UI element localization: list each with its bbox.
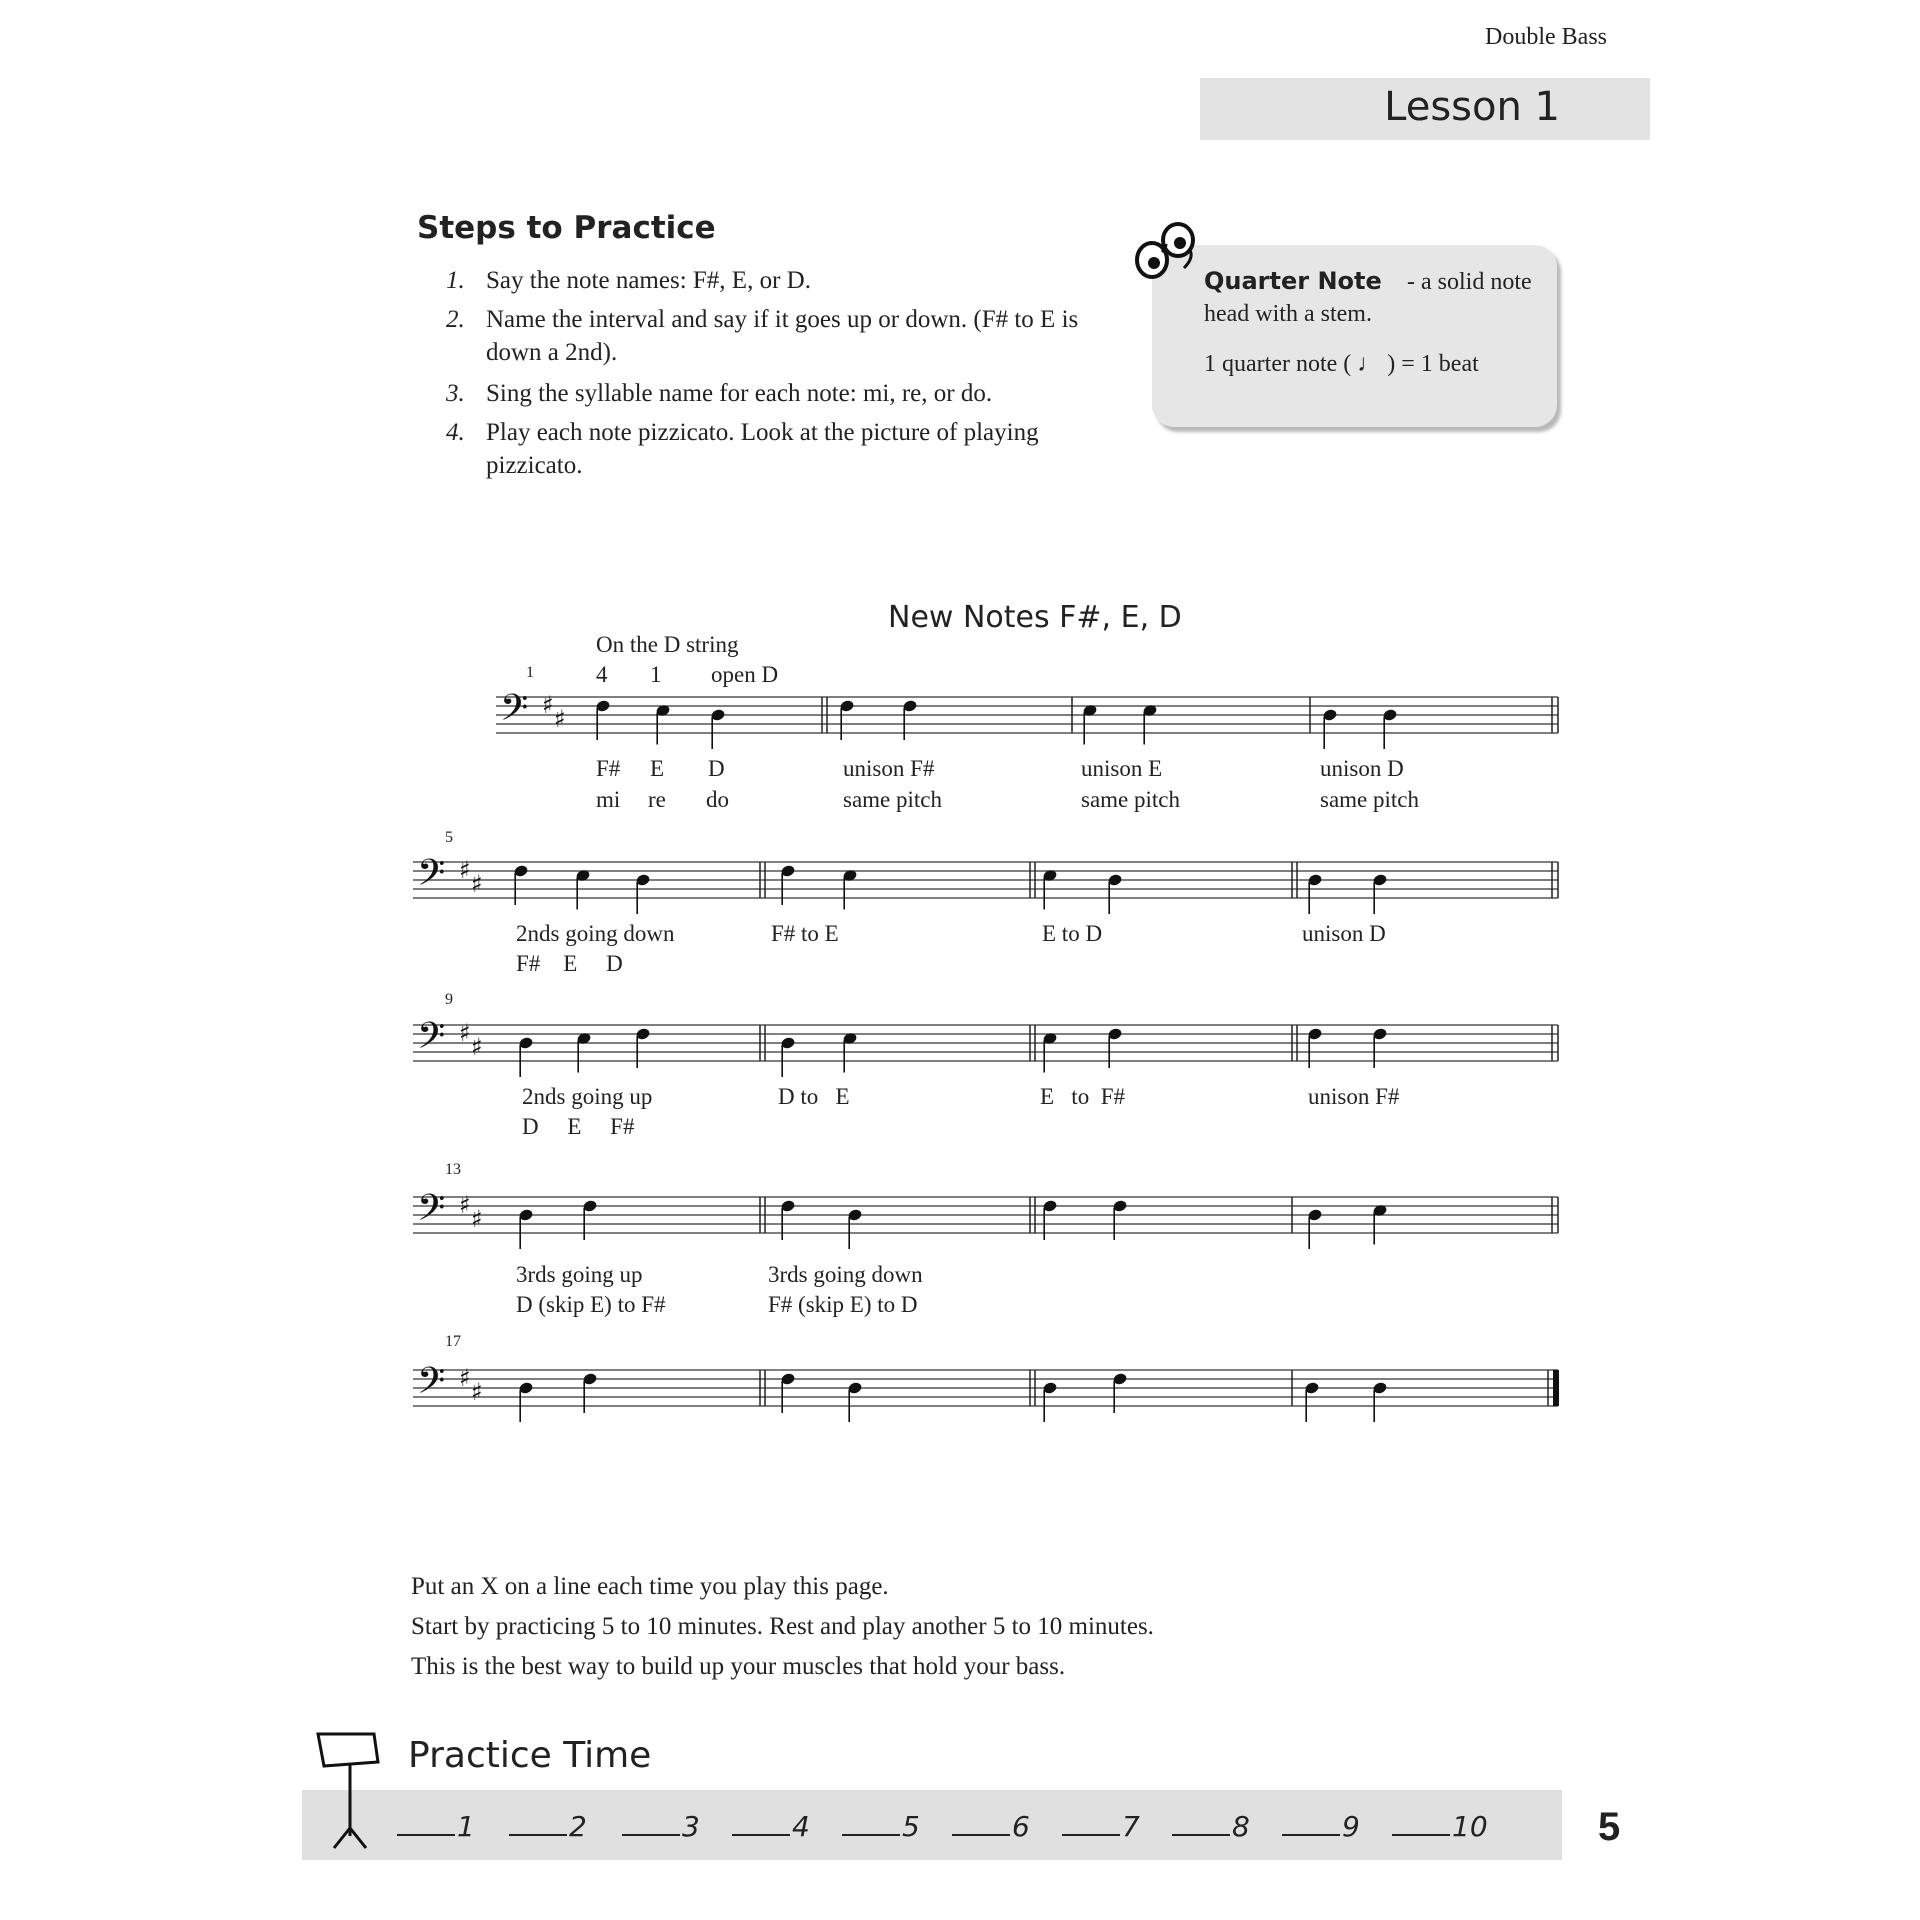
syllable-label: do xyxy=(706,787,729,812)
step-number: 1. xyxy=(446,267,465,294)
step-text: Name the interval and say if it goes up or down. (F# to E is down a 2nd). xyxy=(486,306,1079,366)
practice-slot-number: 4 xyxy=(792,1810,810,1843)
step-text: Say the note names: F#, E, or D. xyxy=(486,267,811,294)
practice-slot[interactable] xyxy=(732,1810,810,1843)
note-sequence-label: D E F# xyxy=(522,1114,635,1139)
interval-label: unison D xyxy=(1302,921,1386,946)
fingering-label: 1 xyxy=(650,662,662,687)
interval-label: 3rds going down xyxy=(768,1262,923,1287)
practice-slot[interactable] xyxy=(509,1810,587,1843)
practice-slot-number: 6 xyxy=(1012,1810,1030,1843)
sharp-key-signature-icon: ♯ xyxy=(459,856,471,884)
interval-label: unison F# xyxy=(843,756,935,781)
interval-label: F# (skip E) to D xyxy=(768,1292,918,1317)
practice-slot-number: 8 xyxy=(1232,1810,1250,1843)
interval-label: F# to E xyxy=(771,921,839,946)
measure-number: 17 xyxy=(445,1333,461,1350)
page-number: 5 xyxy=(1598,1805,1621,1849)
string-instruction: On the D string xyxy=(596,632,739,657)
fingering-label: open D xyxy=(711,662,779,687)
syllable-label: re xyxy=(648,787,666,812)
step-text: Sing the syllable name for each note: mi, re, or do. xyxy=(486,380,993,407)
measure-number: 5 xyxy=(445,829,453,846)
callout-rule: 1 quarter note ( ♩ ) = 1 beat xyxy=(1204,351,1479,377)
final-barline xyxy=(1553,1370,1559,1406)
practice-slot[interactable] xyxy=(842,1810,920,1843)
sharp-key-signature-icon: ♯ xyxy=(542,691,554,719)
step-number: 3. xyxy=(446,380,465,407)
note-name-label: F# xyxy=(596,756,621,781)
bass-clef-icon: 𝄢 xyxy=(417,852,446,903)
practice-slot[interactable] xyxy=(397,1810,475,1843)
sharp-key-signature-icon: ♯ xyxy=(554,705,566,733)
practice-slot[interactable] xyxy=(1282,1810,1360,1843)
sharp-key-signature-icon: ♯ xyxy=(459,1191,471,1219)
sharp-key-signature-icon: ♯ xyxy=(471,1033,483,1061)
interval-label: 2nds going down xyxy=(516,921,675,946)
new-notes-title: New Notes F#, E, D xyxy=(888,600,1182,635)
instrument-label: Double Bass xyxy=(1485,24,1607,50)
note-name-label: E xyxy=(650,756,665,781)
step-number: 2. xyxy=(446,306,465,333)
practice-slot[interactable] xyxy=(1172,1810,1250,1843)
practice-slot-number: 7 xyxy=(1122,1810,1140,1843)
sharp-key-signature-icon: ♯ xyxy=(471,870,483,898)
interval-label: same pitch xyxy=(1081,787,1180,812)
interval-label: unison D xyxy=(1320,756,1404,781)
steps-title: Steps to Practice xyxy=(417,210,716,246)
interval-label: unison F# xyxy=(1308,1084,1400,1109)
bass-clef-icon: 𝄢 xyxy=(417,1360,446,1411)
practice-slot[interactable] xyxy=(1062,1810,1140,1843)
interval-label: 3rds going up xyxy=(516,1262,643,1287)
step-number: 4. xyxy=(446,419,465,446)
practice-slot-number: 2 xyxy=(569,1810,587,1843)
note-sequence-label: F# E D xyxy=(516,951,623,976)
sharp-key-signature-icon: ♯ xyxy=(471,1205,483,1233)
interval-label: same pitch xyxy=(843,787,942,812)
interval-label: D to E xyxy=(778,1084,850,1109)
practice-slot[interactable] xyxy=(952,1810,1030,1843)
practice-slots xyxy=(302,1790,1562,1860)
callout-definition-line1: - a solid note xyxy=(1407,269,1532,295)
interval-label: E to D xyxy=(1042,921,1103,946)
instruction-line: Start by practicing 5 to 10 minutes. Rest and play another 5 to 10 minutes. xyxy=(411,1613,1154,1640)
measure-number: 13 xyxy=(445,1161,461,1178)
practice-slot-number: 10 xyxy=(1452,1810,1488,1843)
sharp-key-signature-icon: ♯ xyxy=(459,1019,471,1047)
practice-slot-number: 5 xyxy=(902,1810,920,1843)
bass-clef-icon: 𝄢 xyxy=(417,1187,446,1238)
sharp-key-signature-icon: ♯ xyxy=(459,1364,471,1392)
lesson-title: Lesson 1 xyxy=(1384,84,1560,130)
syllable-label: mi xyxy=(596,787,621,812)
practice-slot-number: 1 xyxy=(457,1810,475,1843)
measure-number: 1 xyxy=(526,664,534,681)
practice-slot[interactable] xyxy=(1392,1810,1488,1843)
interval-label: D (skip E) to F# xyxy=(516,1292,666,1317)
practice-slot-number: 9 xyxy=(1342,1810,1360,1843)
fingering-label: 4 xyxy=(596,662,608,687)
step-text: Play each note pizzicato. Look at the picture of playing pizzicato. xyxy=(486,419,1039,479)
note-name-label: D xyxy=(708,756,725,781)
practice-slot[interactable] xyxy=(622,1810,700,1843)
callout-term: Quarter Note xyxy=(1204,267,1382,295)
callout-definition-line2: head with a stem. xyxy=(1204,301,1372,327)
bass-clef-icon: 𝄢 xyxy=(417,1015,446,1066)
measure-number: 9 xyxy=(445,991,453,1008)
interval-label: 2nds going up xyxy=(522,1084,653,1109)
instruction-line: Put an X on a line each time you play this page. xyxy=(411,1573,889,1600)
practice-time-title: Practice Time xyxy=(408,1735,652,1776)
bass-clef-icon: 𝄢 xyxy=(500,687,529,738)
instruction-line: This is the best way to build up your muscles that hold your bass. xyxy=(411,1653,1066,1680)
practice-slot-number: 3 xyxy=(682,1810,700,1843)
interval-label: unison E xyxy=(1081,756,1163,781)
interval-label: same pitch xyxy=(1320,787,1419,812)
interval-label: E to F# xyxy=(1040,1084,1125,1109)
sharp-key-signature-icon: ♯ xyxy=(471,1378,483,1406)
